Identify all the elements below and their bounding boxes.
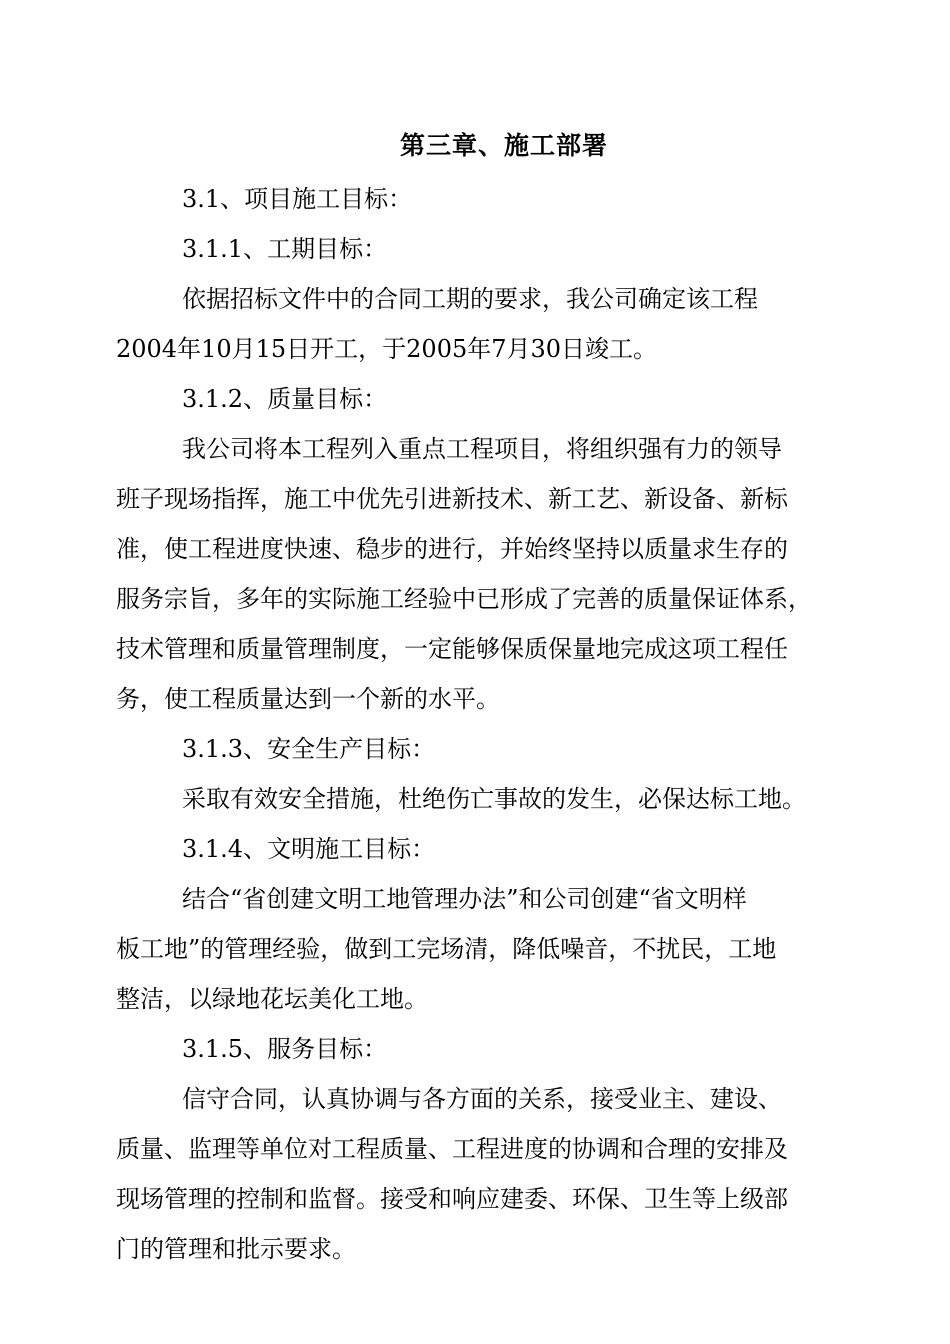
paragraph-line: 门的管理和批示要求。: [116, 1235, 356, 1263]
subsection-heading: 3.1.1、工期目标：: [182, 235, 388, 263]
subsection-heading: 3.1.2、质量目标：: [182, 385, 388, 413]
subsection-heading: 3.1.4、文明施工目标：: [182, 835, 436, 863]
paragraph-line: 技术管理和质量管理制度，一定能够保质保量地完成这项工程任: [116, 635, 788, 663]
subsection-heading: 3.1.5、服务目标：: [182, 1035, 388, 1063]
subsection-heading: 3.1.3、安全生产目标：: [182, 735, 436, 763]
document-body: [116, 174, 854, 1274]
paragraph-line: 务，使工程质量达到一个新的水平。: [116, 685, 500, 713]
paragraph-line: 依据招标文件中的合同工期的要求，我公司确定该工程: [182, 285, 758, 313]
chapter-title: 第三章、施工部署: [399, 131, 608, 160]
paragraph-line: 整洁，以绿地花坛美化工地。: [116, 985, 428, 1013]
paragraph-line: 板工地”的管理经验，做到工完场清，降低噪音，不扰民，工地: [116, 935, 777, 963]
paragraph-line: 班子现场指挥，施工中优先引进新技术、新工艺、新设备、新标: [116, 485, 788, 513]
section-heading: 3.1、项目施工目标：: [182, 185, 413, 213]
paragraph-line: 现场管理的控制和监督。接受和响应建委、环保、卫生等上级部: [116, 1185, 788, 1213]
paragraph-line: 质量、监理等单位对工程质量、工程进度的协调和合理的安排及: [116, 1135, 788, 1163]
paragraph-line: 准，使工程进度快速、稳步的进行，并始终坚持以质量求生存的: [116, 535, 788, 563]
paragraph-line: 我公司将本工程列入重点工程项目，将组织强有力的领导: [182, 435, 782, 463]
paragraph-line: 采取有效安全措施，杜绝伤亡事故的发生，必保达标工地。: [182, 785, 806, 813]
paragraph-line: 结合“省创建文明工地管理办法”和公司创建“省文明样: [182, 885, 747, 913]
paragraph-line: 服务宗旨，多年的实际施工经验中已形成了完善的质量保证体系，: [116, 585, 812, 613]
paragraph-line: 信守合同，认真协调与各方面的关系，接受业主、建设、: [182, 1085, 782, 1113]
paragraph-line: 2004年10月15日开工，于2005年7月30日竣工。: [116, 335, 658, 363]
